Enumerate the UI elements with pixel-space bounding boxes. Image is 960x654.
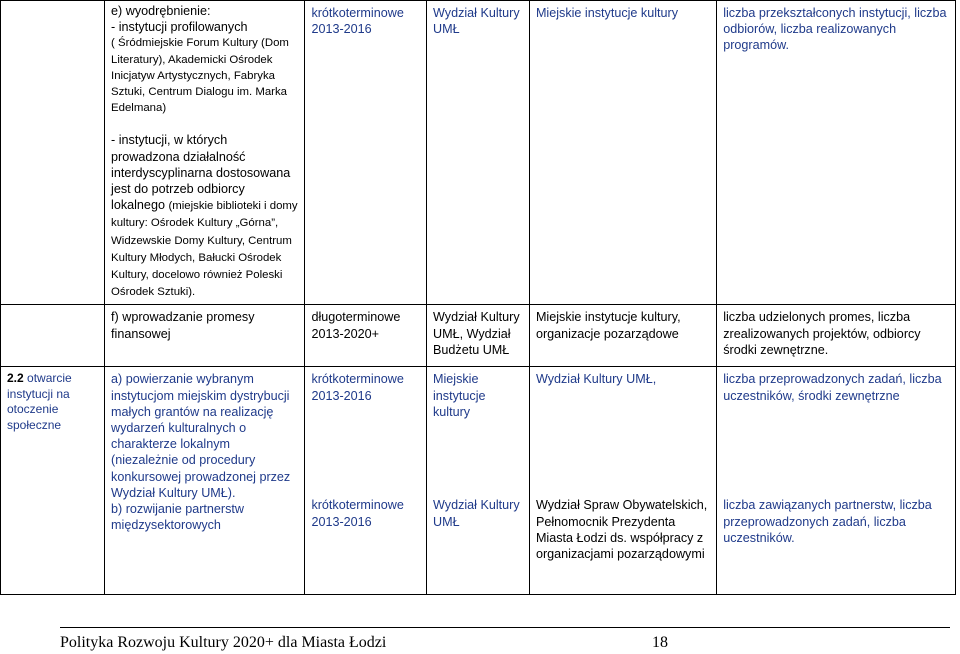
action-line: ( Śródmiejskie Forum Kultury (Dom (111, 37, 289, 50)
table-row (1, 367, 956, 595)
footer-title: Polityka Rozwoju Kultury 2020+ dla Miasta Łodzi (60, 634, 387, 651)
table-row (1, 305, 956, 367)
table-row (1, 1, 956, 305)
responsible-text: Miejskie instytucje kultury (433, 372, 486, 419)
indicators-text: liczba przeprowadzonych zadań, liczba uczestników, środki zewnętrzne (723, 372, 942, 403)
cell-partners: Miejskie instytucje kultury (529, 1, 716, 305)
action-text: a) powierzanie wybranym instytucjom miejskim dystrybucji małych grantów na realizację wydarzeń kulturalnych o charakterze lokalnym (niezależnie od procedury konkursowej prowadzonej przez Wydział Kultury UMŁ). (111, 372, 291, 500)
action-line: - instytucji profilowanych (111, 20, 248, 35)
cell-responsible: Wydział Kultury UMŁ (427, 1, 530, 305)
cell-term: długoterminowe 2013-2020+ (305, 305, 427, 367)
action-line: Inicjatyw Artystycznych, Fabryka (111, 69, 275, 82)
action-lead: - instytucji, w których prowadzona działalność interdyscyplinarna dostosowana jest do potrzeb odbiorcy lokalnego (111, 133, 291, 213)
responsible-text: Wydział Kultury UMŁ (433, 498, 520, 529)
action-block-a (111, 3, 298, 116)
action-text: b) rozwijanie partnerstw międzysektorowych (111, 502, 245, 533)
cell-indicators: liczba przekształconych instytucji, liczba odbiorów, liczba realizowanych programów. (717, 1, 956, 305)
cell-action: f) wprowadzanie promesy finansowej (105, 305, 305, 367)
page-footer (60, 627, 950, 652)
cell-indicators (717, 367, 956, 595)
cell-action (105, 367, 305, 595)
partners-text: Wydział Spraw Obywatelskich, Pełnomocnik Prezydenta Miasta Łodzi ds. współpracy z organizacjami pozarządowymi (535, 498, 708, 562)
cell-responsible: Wydział Kultury UMŁ, Wydział Budżetu UMŁ (427, 305, 530, 367)
term-text: krótkoterminowe 2013-2016 (311, 498, 404, 529)
cell-partners: Miejskie instytucje kultury, organizacje pozarządowe (529, 305, 716, 367)
action-line: Literatury), Akademicki Ośrodek (111, 53, 273, 66)
action-line: e) wyodrębnienie: (111, 4, 211, 18)
cell-term (305, 367, 427, 595)
cell-responsible (427, 367, 530, 595)
action-line: Sztuki, Centrum Dialogu im. Marka (111, 86, 288, 99)
goal-number: 2.2 (7, 371, 24, 386)
cell-term: krótkoterminowe 2013-2016 (305, 1, 427, 305)
partners-text: Wydział Kultury UMŁ, (535, 372, 657, 387)
cell-indicators: liczba udzielonych promes, liczba zrealizowanych projektów, odbiorcy środki zewnętrzne. (717, 305, 956, 367)
cell-partners (529, 367, 716, 595)
action-block-b (111, 132, 298, 300)
term-text: krótkoterminowe 2013-2016 (311, 372, 404, 403)
cell-goal (1, 1, 105, 305)
page-number: 18 (652, 634, 668, 651)
goal-text: otwarcie instytucji na otoczenie społeczne (7, 371, 72, 432)
cell-goal (1, 305, 105, 367)
action-line: Edelmana) (111, 102, 167, 115)
indicators-text: liczba zawiązanych partnerstw, liczba przeprowadzonych zadań, liczba uczestników. (723, 498, 932, 545)
cell-goal (1, 367, 105, 595)
cell-action (105, 1, 305, 305)
action-detail: (miejskie biblioteki i domy kultury: Ośrodek Kultury „Górna”, Widzewskie Domy Kultury, Centrum Kultury Młodych, Bałucki Ośrodek Kultury, docelowo również Poleski Ośrodek Sztuki). (111, 200, 298, 299)
